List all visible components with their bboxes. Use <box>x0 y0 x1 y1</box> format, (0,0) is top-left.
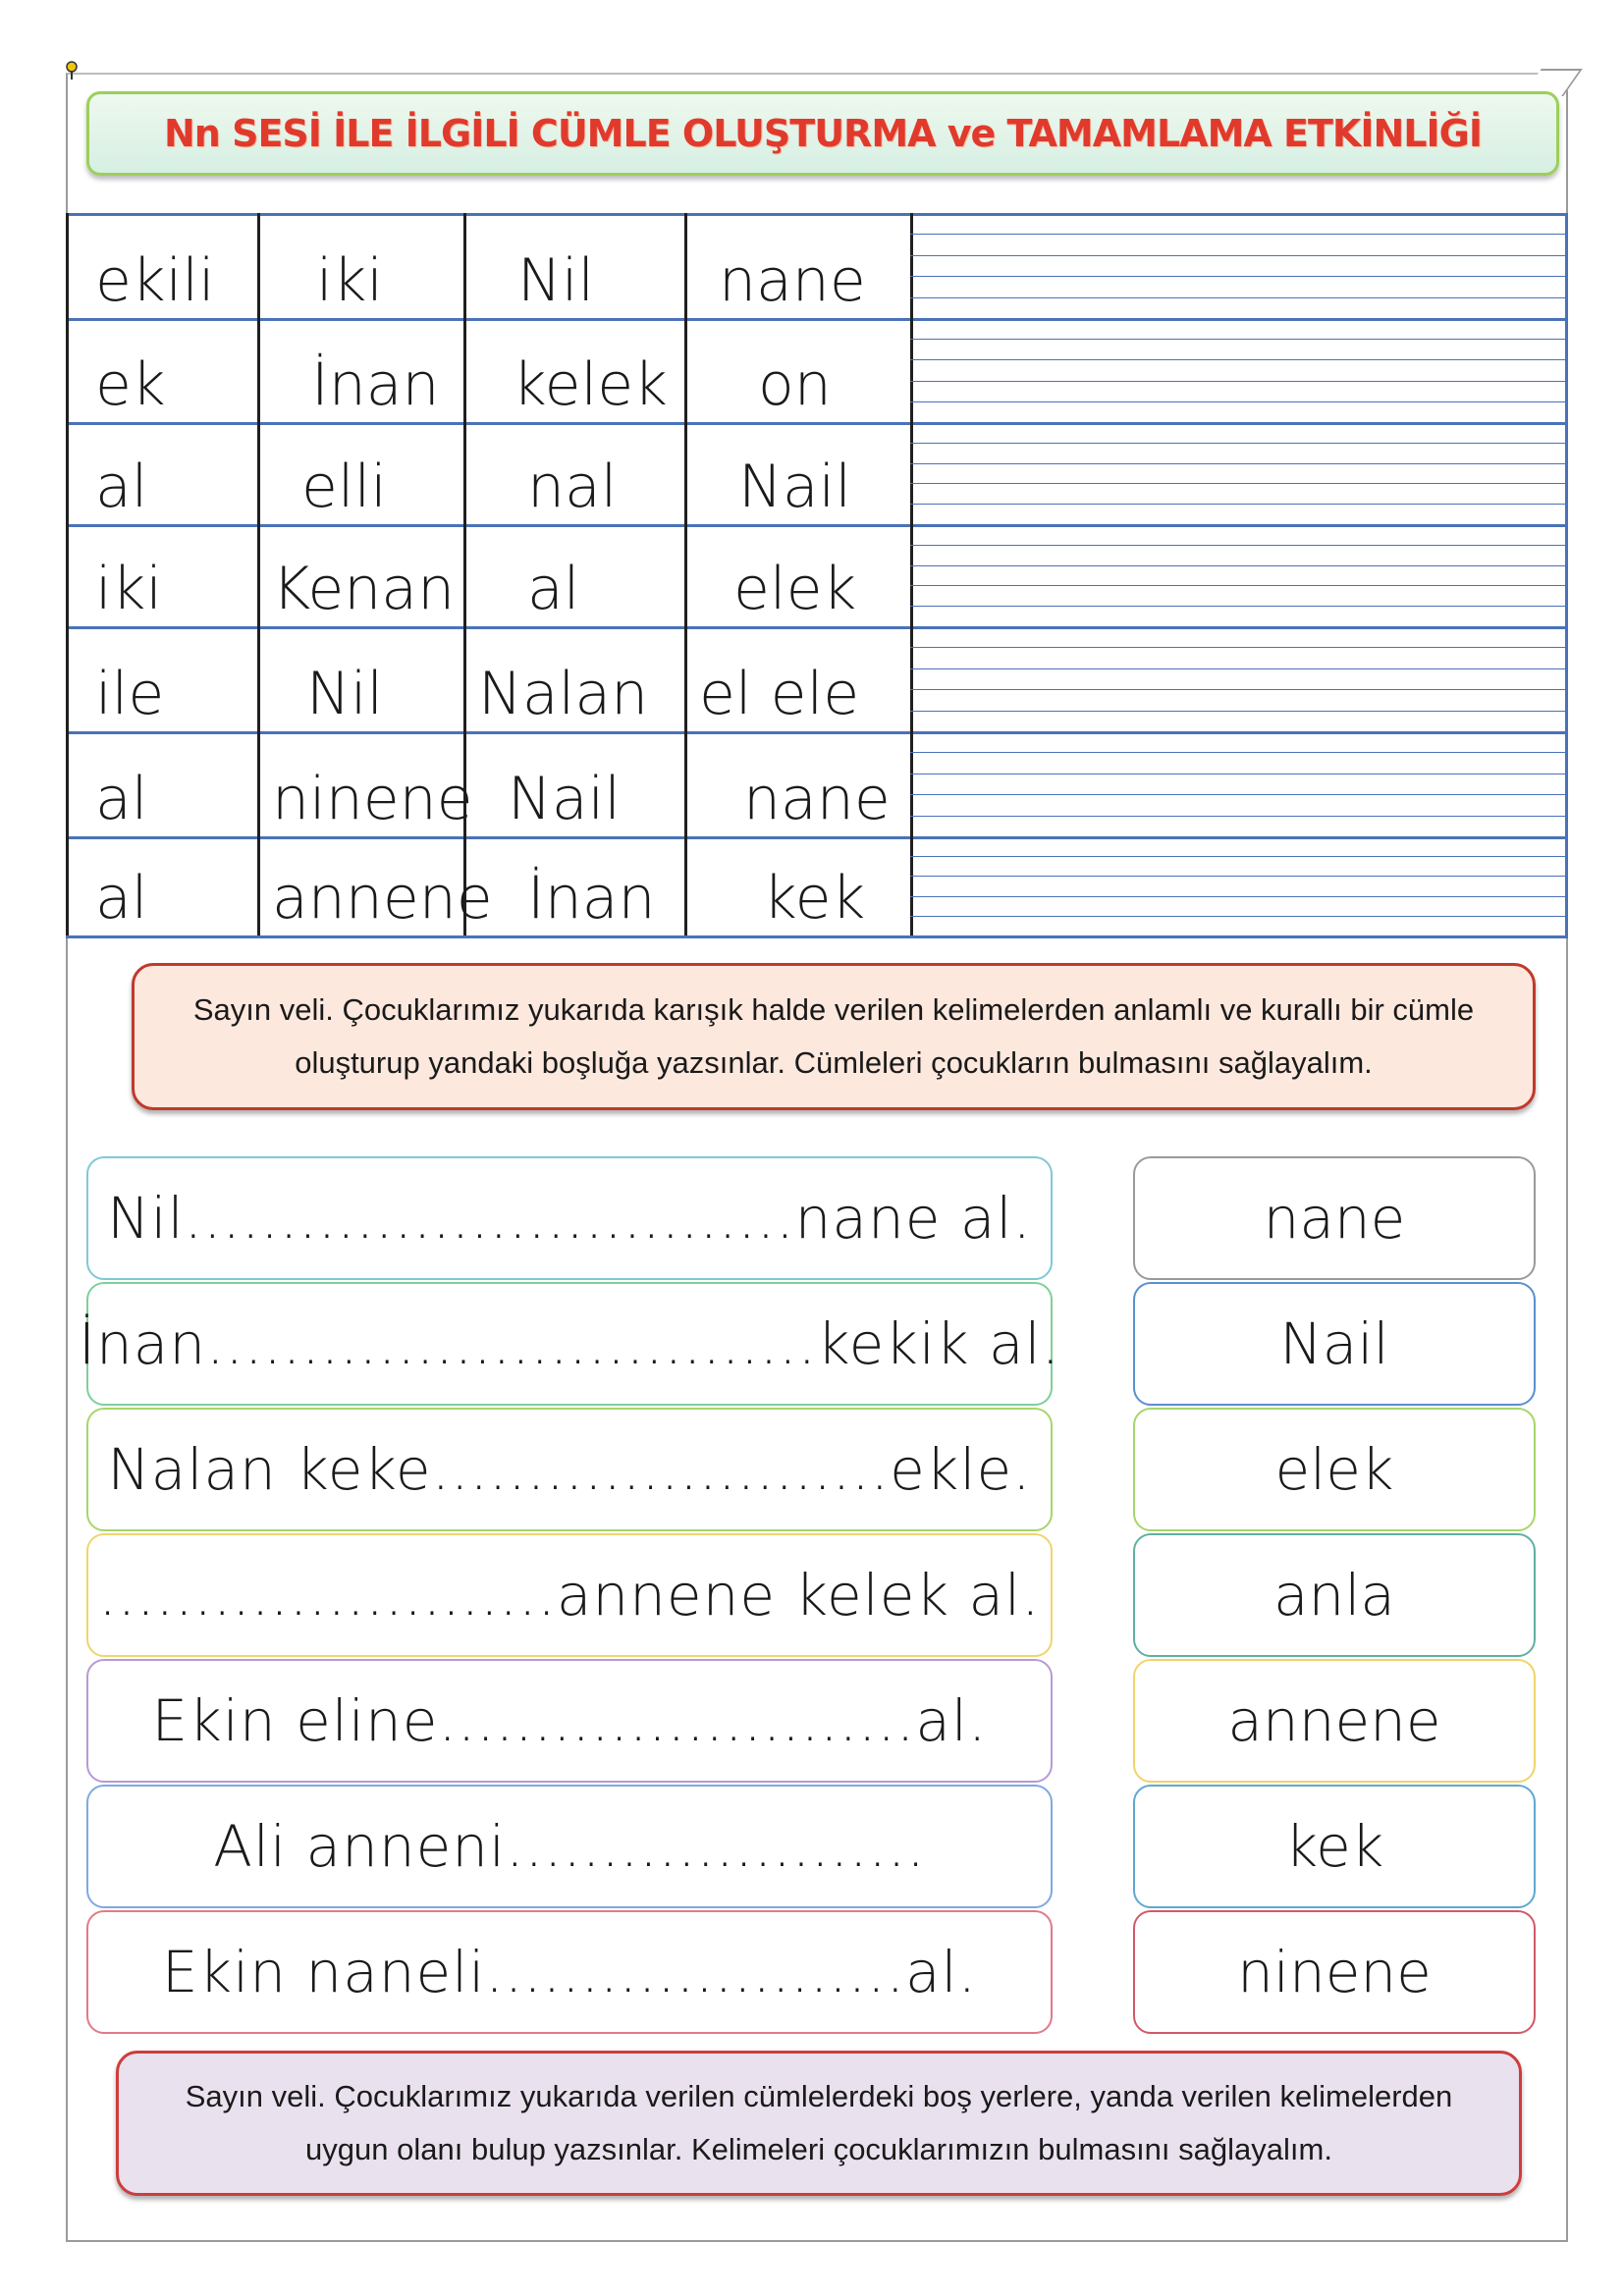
instruction-note-1-line-1: Sayın veli. Çocuklarımız yukarıda karışık halde verilen kelimelerden anlamlı ve kurallı bir cümle <box>192 992 1475 1027</box>
writing-line <box>910 545 1565 546</box>
writing-line <box>910 856 1565 857</box>
word-cell: Nil <box>517 246 595 315</box>
instruction-note-1 <box>132 963 1536 1110</box>
table-row-line <box>66 935 1568 938</box>
word-cell: nane <box>743 765 891 833</box>
writing-line <box>910 876 1565 877</box>
writing-line <box>910 504 1565 505</box>
page-title: Nn SESİ İLE İLGİLİ CÜMLE OLUŞTURMA ve TAMAMLAMA ETKİNLİĞİ <box>163 112 1482 155</box>
word-cell: nane <box>719 246 866 315</box>
writing-line <box>910 255 1565 256</box>
writing-line <box>910 565 1565 566</box>
word-cell: annene <box>272 864 493 933</box>
word-cell: el ele <box>699 660 860 728</box>
writing-line <box>910 606 1565 607</box>
writing-line <box>910 381 1565 382</box>
title-banner <box>86 91 1559 176</box>
word-cell: kelek <box>513 350 668 419</box>
writing-line <box>910 689 1565 690</box>
table-column-line <box>66 213 69 935</box>
table-right-border <box>1565 213 1568 935</box>
word-cell: al <box>527 555 580 623</box>
word-cell: nal <box>527 453 618 521</box>
instruction-note-2-line-2: uygun olanı bulup yazsınlar. Kelimeleri çocuklarımızın bulmasını sağlayalım. <box>305 2132 1332 2166</box>
instruction-note-2-line-1: Sayın veli. Çocuklarımız yukarıda verilen cümlelerdeki boş yerlere, yanda verilen kelimelerden <box>185 2079 1453 2113</box>
writing-line <box>910 916 1565 917</box>
word-cell: elli <box>301 453 387 521</box>
word-cell: ile <box>95 660 165 728</box>
word-table <box>66 213 1568 935</box>
word-cell: Nail <box>508 765 621 833</box>
word-cell: al <box>95 765 148 833</box>
word-cell: ekili <box>95 246 215 315</box>
word-option[interactable]: annene <box>1133 1659 1536 1783</box>
word-cell: on <box>758 350 832 419</box>
writing-line <box>910 794 1565 795</box>
word-option[interactable]: kek <box>1133 1785 1536 1908</box>
writing-line <box>910 752 1565 753</box>
sentence-box[interactable]: Ekin naneli......................al. <box>86 1910 1053 2034</box>
word-option[interactable]: nane <box>1133 1156 1536 1280</box>
sentence-box[interactable]: Ali anneni...................... <box>86 1785 1053 1908</box>
word-cell: ninene <box>272 765 473 833</box>
table-column-line <box>684 213 687 935</box>
writing-line <box>910 585 1565 586</box>
sentence-box[interactable]: ........................annene kelek al. <box>86 1533 1053 1657</box>
word-cell: Kenan <box>272 555 456 623</box>
word-cell: İnan <box>527 864 656 933</box>
sentence-box[interactable]: İnan................................kekik al. <box>86 1282 1053 1406</box>
word-cell: İnan <box>311 350 440 419</box>
writing-line <box>910 483 1565 484</box>
table-column-line <box>257 213 260 935</box>
word-option[interactable]: ninene <box>1133 1910 1536 2034</box>
writing-line <box>910 234 1565 235</box>
writing-line <box>910 711 1565 712</box>
writing-line <box>910 816 1565 817</box>
instruction-note-2 <box>116 2051 1522 2196</box>
writing-line <box>910 401 1565 402</box>
writing-line <box>910 276 1565 277</box>
word-cell: kek <box>763 864 866 933</box>
writing-line <box>910 668 1565 669</box>
word-option[interactable]: anla <box>1133 1533 1536 1657</box>
word-cell: al <box>95 864 148 933</box>
word-cell: Nail <box>738 453 851 521</box>
word-option[interactable]: Nail <box>1133 1282 1536 1406</box>
table-column-line <box>910 213 913 935</box>
writing-line <box>910 896 1565 897</box>
writing-line <box>910 463 1565 464</box>
sentence-box[interactable]: Nalan keke........................ekle. <box>86 1408 1053 1531</box>
instruction-note-1-line-2: oluşturup yandaki boşluğa yazsınlar. Cümleleri çocukların bulmasını sağlayalım. <box>295 1045 1373 1080</box>
word-cell: al <box>95 453 148 521</box>
sentence-box[interactable]: Ekin eline.........................al. <box>86 1659 1053 1783</box>
writing-line <box>910 647 1565 648</box>
writing-line <box>910 359 1565 360</box>
writing-line <box>910 339 1565 340</box>
writing-line <box>910 297 1565 298</box>
word-cell: iki <box>95 555 163 623</box>
word-cell: Nil <box>306 660 384 728</box>
pin-icon <box>65 61 79 80</box>
word-option[interactable]: elek <box>1133 1408 1536 1531</box>
word-cell: Nalan <box>478 660 649 728</box>
word-cell: elek <box>733 555 857 623</box>
writing-line <box>910 443 1565 444</box>
word-cell: ek <box>95 350 166 419</box>
word-cell: iki <box>316 246 384 315</box>
sentence-box[interactable]: Nil................................nane al. <box>86 1156 1053 1280</box>
